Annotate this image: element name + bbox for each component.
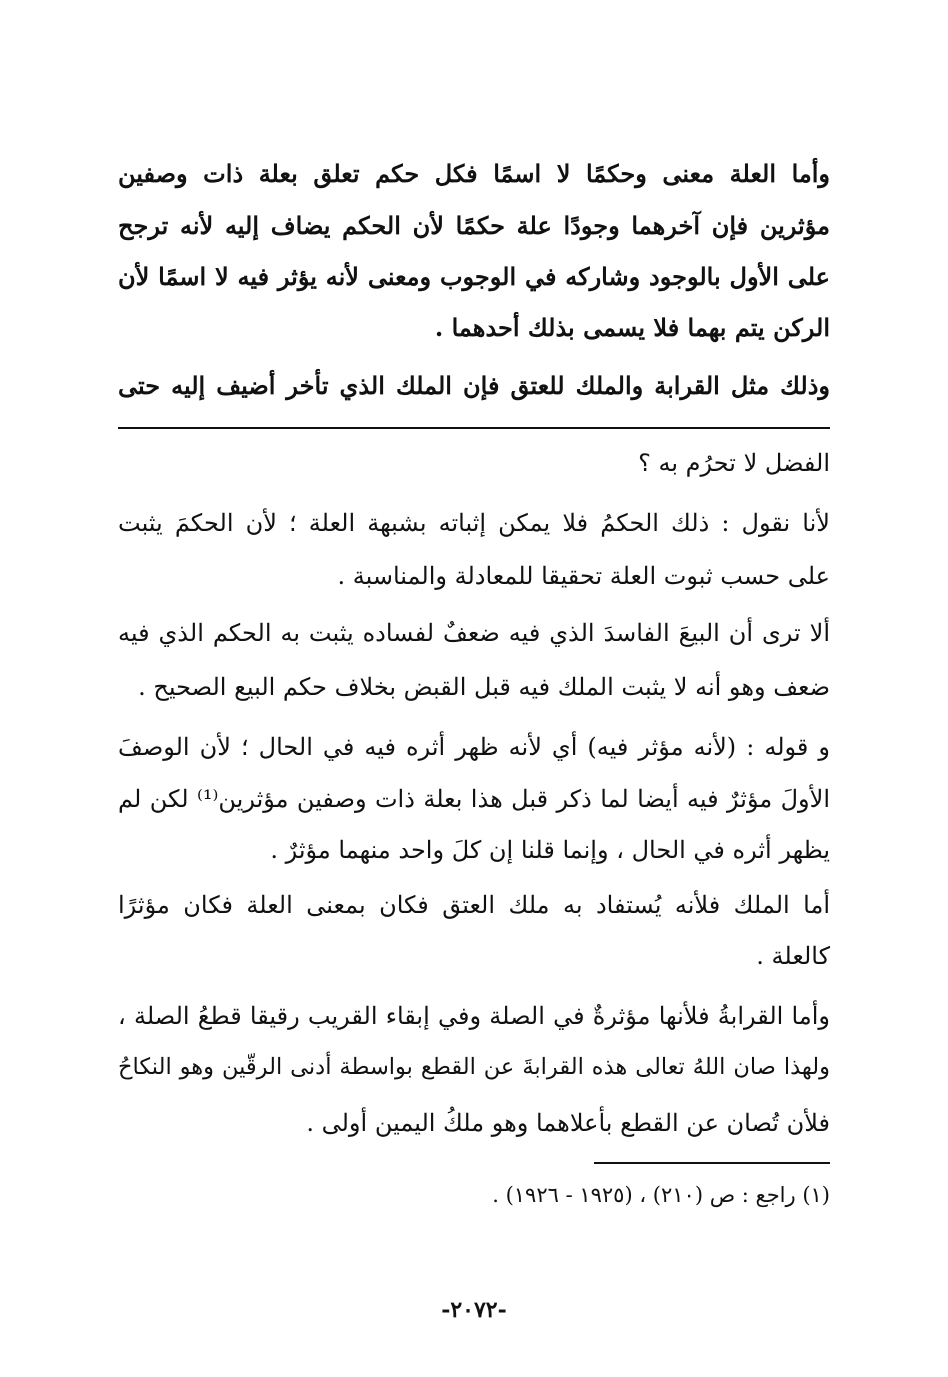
commentary-line: ضعف وهو أنه لا يثبت الملك فيه قبل القبض بخلاف حكم البيع الصحيح .: [138, 673, 830, 701]
footnote-separator: [594, 1162, 830, 1164]
commentary-line: الفضل لا تحرُم به ؟: [638, 449, 830, 477]
main-text-line: الركن يتم بهما فلا يسمى بذلك أحدهما .: [434, 313, 830, 342]
commentary-line: أما الملك فلأنه يُستفاد به ملك العتق فكان بمعنى العلة فكان مؤثرًا: [118, 891, 830, 919]
commentary-line: و قوله : (لأنه مؤثر فيه) أي لأنه ظهر أثره فيه في الحال ؛ لأن الوصفَ: [118, 733, 830, 761]
main-text-line: وأما العلة معنى وحكمًا لا اسمًا فكل حكم تعلق بعلة ذات وصفين: [118, 159, 830, 188]
commentary-line: الأولَ مؤثرٌ فيه أيضا لما ذكر قبل هذا بعلة ذات وصفين مؤثرين⁽¹⁾ لكن لم: [118, 785, 831, 813]
commentary-line: يظهر أثره في الحال ، وإنما قلنا إن كلَ واحد منهما مؤثرٌ .: [270, 836, 830, 864]
main-text-line: وذلك مثل القرابة والملك للعتق فإن الملك الذي تأخر أضيف إليه حتى: [118, 371, 830, 400]
commentary-line: على حسب ثبوت العلة تحقيقا للمعادلة والمناسبة .: [337, 562, 830, 590]
commentary-line: ولهذا صان اللهُ تعالى هذه القرابةَ عن القطع بواسطة أدنى الرقّين وهو النكاحُ: [118, 1054, 830, 1080]
page-number: -٢٠٧٢-: [441, 1297, 507, 1323]
footnote: (١) راجع : ص (٢١٠) ، (١٩٢٥ - ١٩٢٦) .: [492, 1183, 830, 1207]
commentary-line: ألا ترى أن البيعَ الفاسدَ الذي فيه ضعفٌ لفساده يثبت به الحكم الذي فيه: [118, 619, 831, 647]
main-text-line: مؤثرين فإن آخرهما وجودًا علة حكمًا لأن الحكم يضاف إليه لأنه ترجح: [118, 211, 830, 240]
commentary-line: لأنا نقول : ذلك الحكمُ فلا يمكن إثباته بشبهة العلة ؛ لأن الحكمَ يثبت: [118, 509, 830, 537]
commentary-line: كالعلة .: [756, 942, 830, 970]
separator-line: [118, 427, 830, 429]
commentary-line: وأما القرابةُ فلأنها مؤثرةٌ في الصلة وفي إبقاء القريب رقيقا قطعُ الصلة ،: [118, 1002, 830, 1030]
main-text-line: على الأول بالوجود وشاركه في الوجوب ومعنى لأنه يؤثر فيه لا اسمًا لأن: [118, 262, 830, 291]
commentary-line: فلأن تُصان عن القطع بأعلاهما وهو ملكُ اليمين أولى .: [306, 1109, 830, 1137]
